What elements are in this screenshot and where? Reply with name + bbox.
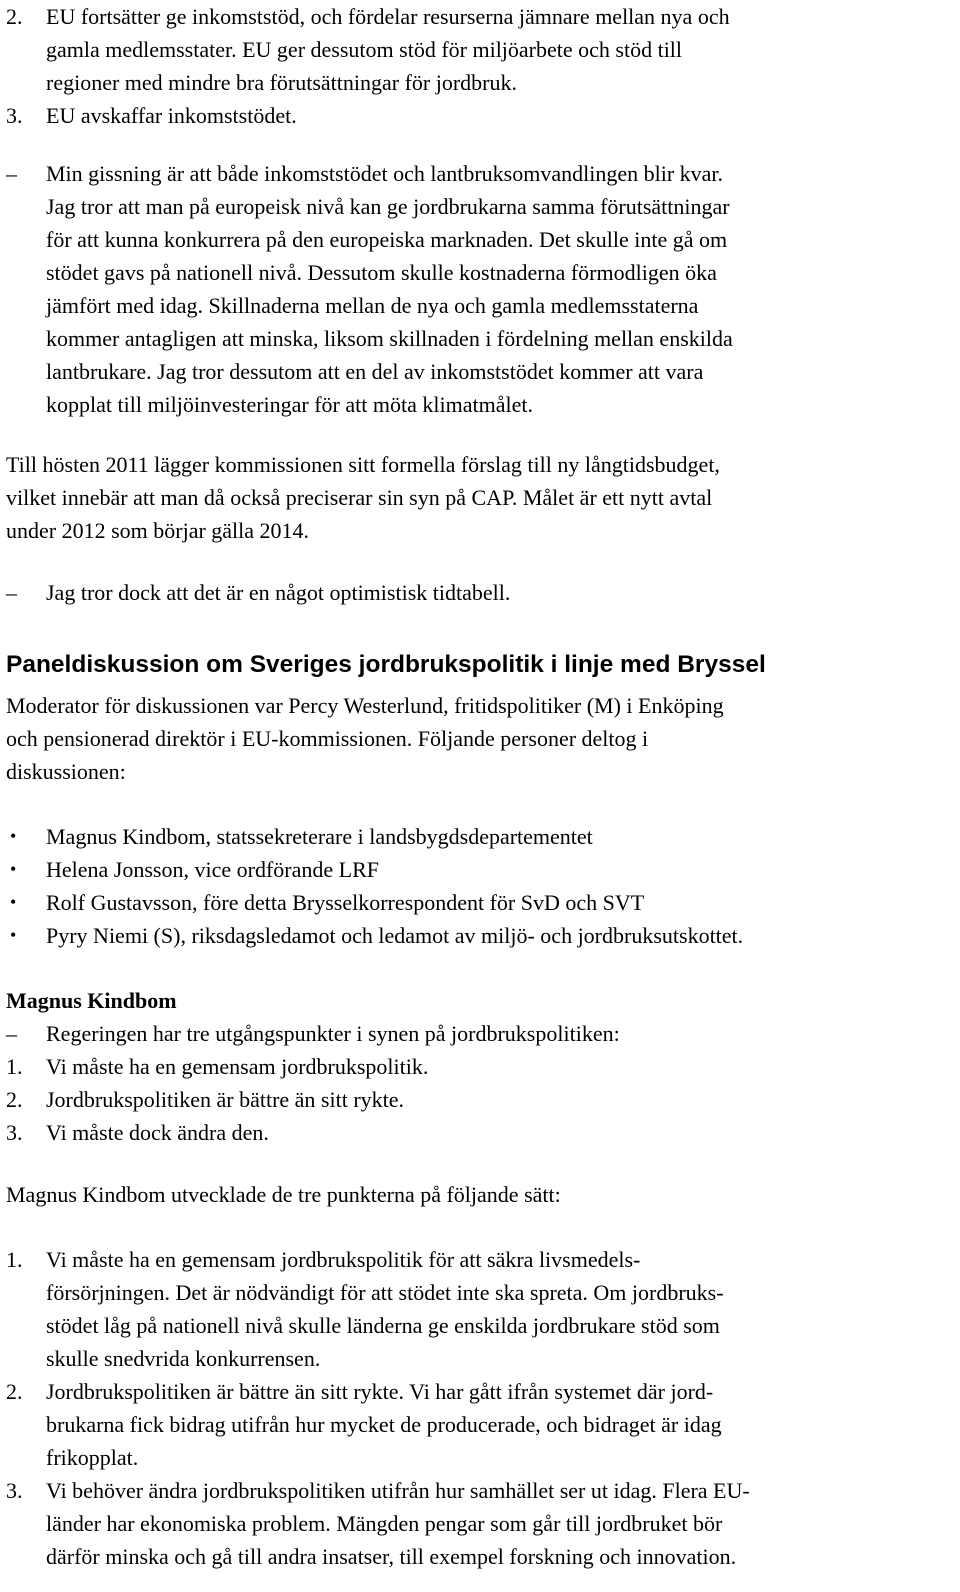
list-text-line: länder har ekonomiska problem. Mängden pengar som går till jordbruket bör	[46, 1511, 723, 1536]
list-text-line: Vi måste ha en gemensam jordbrukspolitik för att säkra livsmedels-	[46, 1247, 641, 1272]
list-text-line: brukarna fick bidrag utifrån hur mycket de producerade, och bidraget är idag	[46, 1412, 722, 1437]
list-text-line: frikopplat.	[46, 1445, 139, 1470]
bullet-icon: •	[10, 892, 17, 912]
quote-line: jämfört med idag. Skillnaderna mellan de nya och gamla medlemsstaterna	[46, 293, 699, 318]
quote-line: kopplat till miljöinvesteringar för att möta klimatmålet.	[46, 392, 533, 417]
list-text-line: skulle snedvrida konkurrensen.	[46, 1346, 321, 1371]
quote-line: lantbrukare. Jag tror dessutom att en del av inkomststödet kommer att vara	[46, 359, 704, 384]
list-text-line: försörjningen. Det är nödvändigt för att stödet inte ska spreta. Om jordbruks-	[46, 1280, 724, 1305]
list-number: 2.	[6, 1379, 23, 1404]
bullet-icon: •	[10, 925, 17, 945]
list-number: 1.	[6, 1054, 23, 1079]
participant-text: Pyry Niemi (S), riksdagsledamot och ledamot av miljö- och jordbruksutskottet.	[46, 923, 744, 948]
list-text-line: gamla medlemsstater. EU ger dessutom stöd för miljöarbete och stöd till	[46, 37, 683, 62]
participant-text: Magnus Kindbom, statssekreterare i landsbygdsdepartementet	[46, 824, 593, 849]
quote-line: Min gissning är att både inkomststödet och lantbruksomvandlingen blir kvar.	[46, 161, 724, 186]
speaker-heading: Magnus Kindbom	[6, 988, 177, 1013]
list-number: 3.	[6, 1120, 23, 1145]
list-number: 2.	[6, 4, 23, 29]
quote-line: Regeringen har tre utgångspunkter i synen på jordbrukspolitiken:	[46, 1021, 620, 1046]
list-text-line: stödet låg på nationell nivå skulle länderna ge enskilda jordbrukare stöd som	[46, 1313, 720, 1338]
list-text-line: Jordbrukspolitiken är bättre än sitt rykte. Vi har gått ifrån systemet där jord-	[46, 1379, 714, 1404]
quote-line: Jag tror att man på europeisk nivå kan ge jordbrukarna samma förutsättningar	[46, 194, 730, 219]
list-number: 2.	[6, 1087, 23, 1112]
list-text: Jordbrukspolitiken är bättre än sitt rykte.	[46, 1087, 405, 1112]
quote-line: kommer antagligen att minska, liksom skillnaden i fördelning mellan enskilda	[46, 326, 733, 351]
participant-text: Helena Jonsson, vice ordförande LRF	[46, 857, 379, 882]
list-text-line: EU fortsätter ge inkomststöd, och fördelar resurserna jämnare mellan nya och	[46, 4, 730, 29]
dash-marker: –	[6, 580, 17, 605]
participant-text: Rolf Gustavsson, före detta Brysselkorrespondent för SvD och SVT	[46, 890, 645, 915]
document-page	[6, 0, 954, 1592]
dash-marker: –	[6, 1021, 17, 1046]
paragraph-line: Moderator för diskussionen var Percy Westerlund, fritidspolitiker (M) i Enköping	[6, 693, 724, 718]
dash-marker: –	[6, 161, 17, 186]
paragraph-line: Magnus Kindbom utvecklade de tre punkterna på följande sätt:	[6, 1182, 561, 1207]
quote-line: för att kunna konkurrera på den europeiska marknaden. Det skulle inte gå om	[46, 227, 728, 252]
section-heading: Paneldiskussion om Sveriges jordbrukspolitik i linje med Bryssel	[6, 651, 766, 678]
list-number: 1.	[6, 1247, 23, 1272]
paragraph-line: Till hösten 2011 lägger kommissionen sitt formella förslag till ny långtidsbudget,	[6, 452, 720, 477]
quote-line: Jag tror dock att det är en något optimistisk tidtabell.	[46, 580, 511, 605]
paragraph-line: under 2012 som börjar gälla 2014.	[6, 518, 310, 543]
bullet-icon: •	[10, 859, 17, 879]
paragraph-line: vilket innebär att man då också preciserar sin syn på CAP. Målet är ett nytt avtal	[6, 485, 713, 510]
list-text-line: EU avskaffar inkomststödet.	[46, 103, 297, 128]
list-text-line: därför minska och gå till andra insatser, till exempel forskning och innovation.	[46, 1544, 737, 1569]
list-number: 3.	[6, 103, 23, 128]
list-text: Vi måste dock ändra den.	[46, 1120, 269, 1145]
list-text: Vi måste ha en gemensam jordbrukspolitik.	[46, 1054, 429, 1079]
list-number: 3.	[6, 1478, 23, 1503]
list-text-line: regioner med mindre bra förutsättningar för jordbruk.	[46, 70, 518, 95]
quote-line: stödet gavs på nationell nivå. Dessutom skulle kostnaderna förmodligen öka	[46, 260, 717, 285]
bullet-icon: •	[10, 826, 17, 846]
paragraph-line: diskussionen:	[6, 759, 126, 784]
paragraph-line: och pensionerad direktör i EU-kommissionen. Följande personer deltog i	[6, 726, 649, 751]
list-text-line: Vi behöver ändra jordbrukspolitiken utifrån hur samhället ser ut idag. Flera EU-	[46, 1478, 750, 1503]
